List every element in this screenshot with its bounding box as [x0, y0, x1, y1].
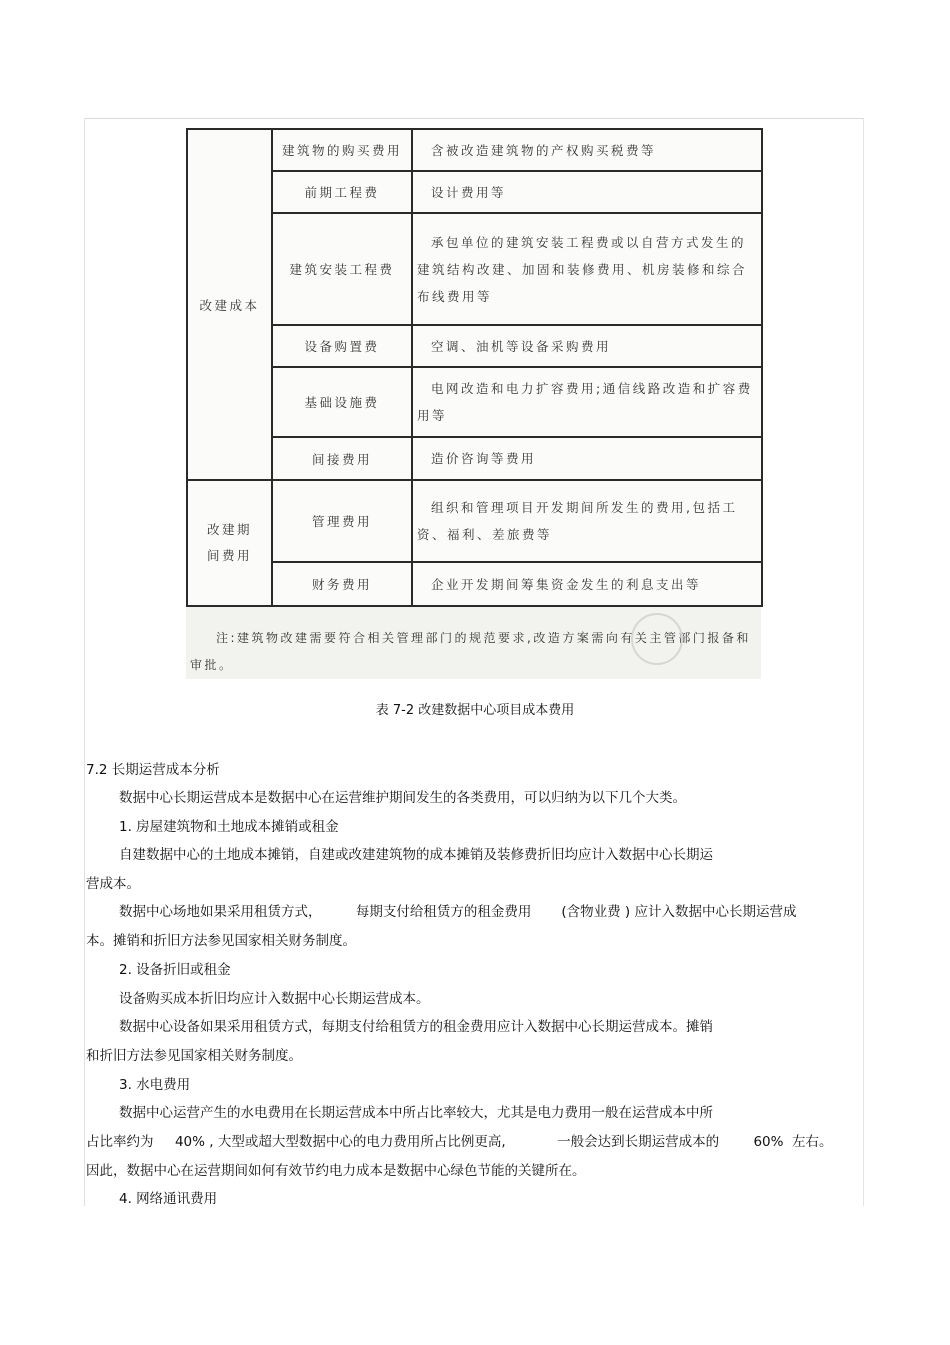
- paragraph: 本。摊销和折旧方法参见国家相关财务制度。: [86, 933, 356, 949]
- table-note-text: 注:建筑物改建需要符合相关管理部门的规范要求,改造方案需向有关主管部门报备和审批。: [190, 631, 751, 672]
- paragraph: 营成本。: [86, 876, 140, 892]
- item-cell: 间接费用: [272, 437, 412, 480]
- desc-cell: 承包单位的建筑安装工程费或以自营方式发生的建筑结构改建、加固和装修费用、机房装修和综合布线费用等: [412, 213, 762, 325]
- subheading: 3. 水电费用: [119, 1077, 191, 1093]
- desc-cell: 企业开发期间筹集资金发生的利息支出等: [412, 562, 762, 606]
- category-cell-construction: 改建成本: [187, 129, 272, 480]
- subheading: 4. 网络通讯费用: [119, 1191, 218, 1207]
- table-row: [187, 562, 762, 606]
- item-cell: 前期工程费: [272, 171, 412, 213]
- page-frame-top: [84, 118, 864, 119]
- subheading: 2. 设备折旧或租金: [119, 962, 231, 978]
- cost-table-image: [186, 128, 761, 679]
- desc-cell: 空调、油机等设备采购费用: [412, 325, 762, 367]
- category-cell-period: [187, 480, 272, 606]
- category-line: 间费用: [206, 548, 252, 563]
- item-cell: 财务费用: [272, 562, 412, 606]
- item-cell: 管理费用: [272, 480, 412, 562]
- watermark-logo: [573, 617, 723, 663]
- desc-cell: 电网改造和电力扩容费用;通信线路改造和扩容费用等: [412, 367, 762, 437]
- page-frame-left: [84, 118, 85, 1206]
- watermark-circle-icon: [631, 613, 683, 665]
- table-row: [187, 171, 762, 213]
- paragraph: 数据中心设备如果采用租赁方式，每期支付给租赁方的租金费用应计入数据中心长期运营成本。摊销: [119, 1019, 713, 1035]
- table-caption: 表 7-2 改建数据中心项目成本费用: [375, 703, 575, 718]
- desc-cell: 设计费用等: [412, 171, 762, 213]
- item-cell: 建筑物的购买费用: [272, 129, 412, 171]
- table-row: [187, 367, 762, 437]
- desc-cell: 造价咨询等费用: [412, 437, 762, 480]
- table-row: [187, 480, 762, 562]
- item-cell: 建筑安装工程费: [272, 213, 412, 325]
- paragraph: 自建数据中心的土地成本摊销，自建或改建建筑物的成本摊销及装修费折旧均应计入数据中心长期运: [119, 847, 713, 863]
- page-frame-right: [863, 118, 864, 1206]
- table-note: [186, 607, 761, 679]
- subheading: 1. 房屋建筑物和土地成本摊销或租金: [119, 819, 339, 835]
- paragraph: 数据中心运营产生的水电费用在长期运营成本中所占比率较大，尤其是电力费用一般在运营成本中所: [119, 1105, 713, 1121]
- paragraph: 占比率约为 40% , 大型或超大型数据中心的电力费用所占比例更高, 一般会达到长期运营成本的 60% 左右。: [86, 1134, 833, 1150]
- table-row: [187, 325, 762, 367]
- paragraph: 数据中心场地如果采用租赁方式， 每期支付给租赁方的租金费用 (含物业费 ) 应计入数据中心长期运营成: [119, 904, 797, 920]
- paragraph: 设备购买成本折旧均应计入数据中心长期运营成本。: [119, 991, 430, 1007]
- section-heading: 7.2 长期运营成本分析: [86, 762, 220, 778]
- desc-cell: 含被改造建筑物的产权购买税费等: [412, 129, 762, 171]
- paragraph: 和折旧方法参见国家相关财务制度。: [86, 1048, 302, 1064]
- desc-cell: 组织和管理项目开发期间所发生的费用,包括工资、福利、差旅费等: [412, 480, 762, 562]
- category-line: 改建期: [206, 522, 252, 537]
- cost-table: [186, 128, 763, 607]
- table-row: [187, 213, 762, 325]
- item-cell: 基础设施费: [272, 367, 412, 437]
- table-row: [187, 129, 762, 171]
- paragraph: 数据中心长期运营成本是数据中心在运营维护期间发生的各类费用，可以归纳为以下几个大类。: [119, 790, 686, 806]
- item-cell: 设备购置费: [272, 325, 412, 367]
- table-row: [187, 437, 762, 480]
- paragraph: 因此，数据中心在运营期间如何有效节约电力成本是数据中心绿色节能的关键所在。: [86, 1163, 586, 1179]
